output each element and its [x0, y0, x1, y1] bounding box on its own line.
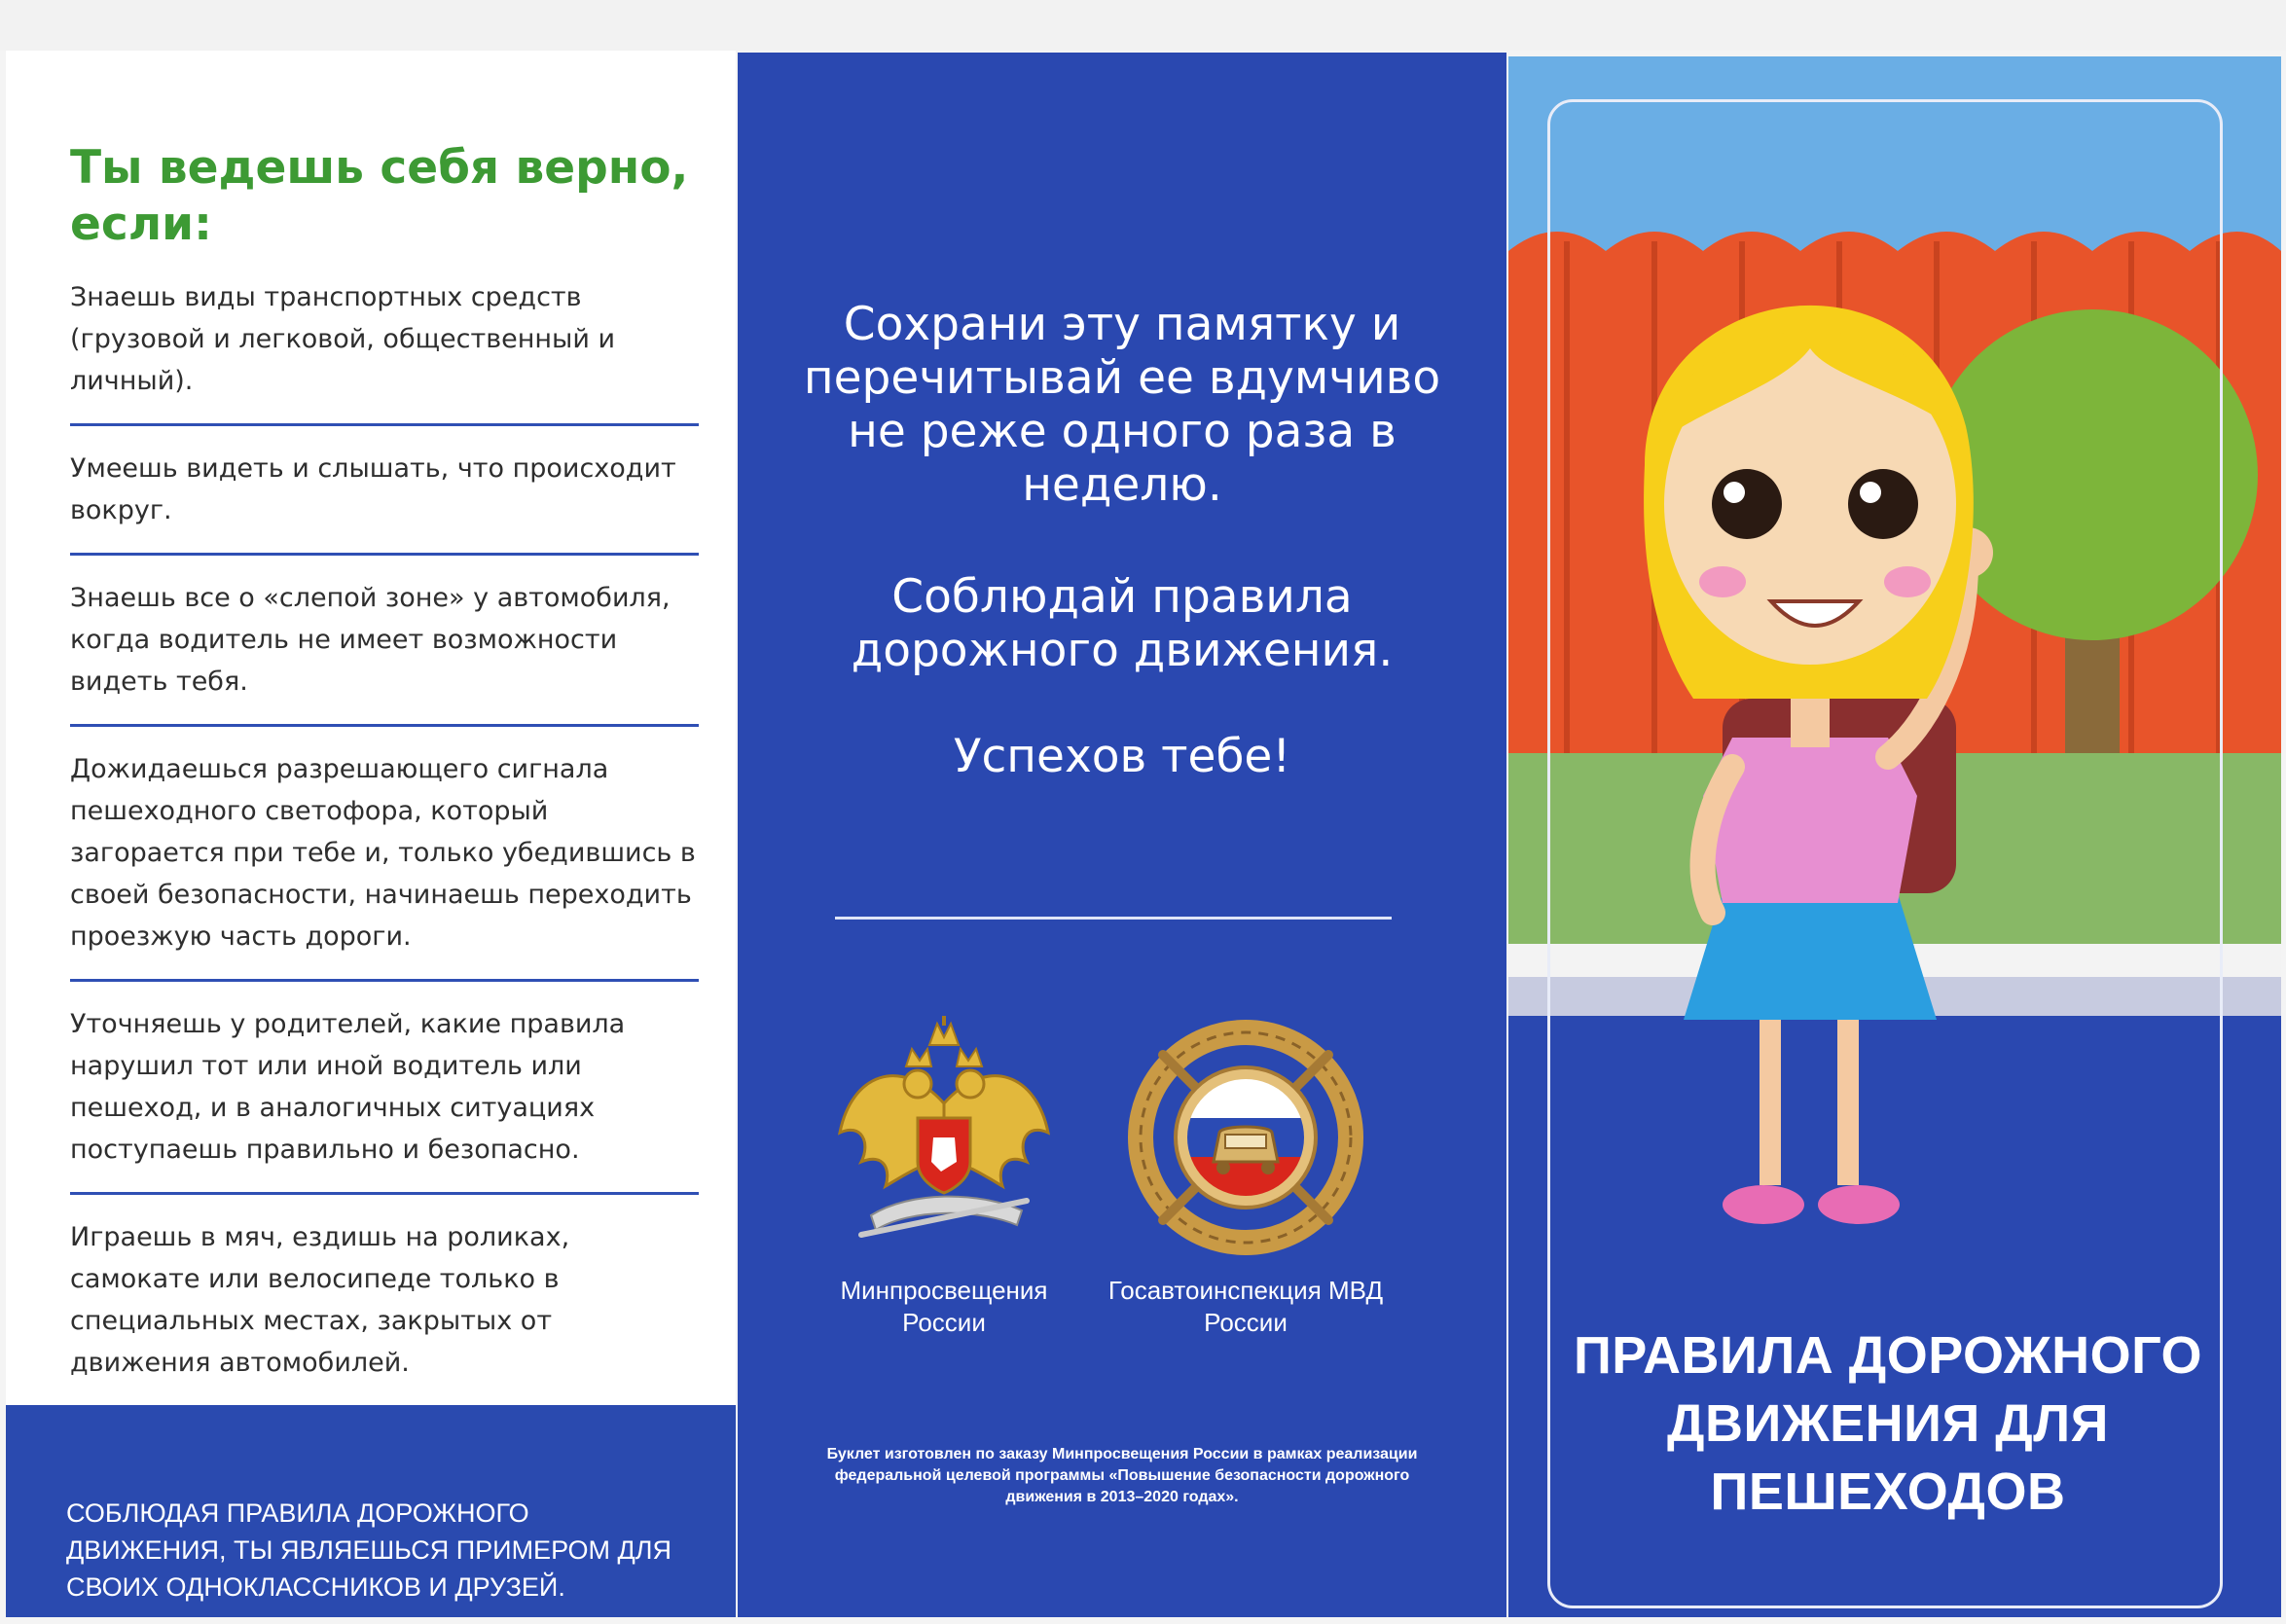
rule-item: Дожидаешься разрешающего сигнала пешеходного светофора, который загорается при тебе и, только убедившись в своей безопасности, начинаешь переходить проезжую часть дороги.	[70, 748, 699, 982]
rule-list	[70, 276, 699, 1426]
rule-item: Знаешь все о «слепой зоне» у автомобиля, когда водитель не имеет возможности видеть тебя.	[70, 577, 699, 727]
good-luck-message: Успехов тебе!	[953, 730, 1291, 783]
traffic-police-label: Госавтоинспекция МВД России	[1107, 1276, 1384, 1337]
right-panel	[1508, 56, 2281, 1617]
divider	[835, 917, 1392, 920]
double-headed-eagle-icon	[832, 1016, 1056, 1259]
left-panel	[6, 51, 736, 1617]
keep-memo-message: Сохрани эту памятку и перечитывай ее вдумчиво не реже одного раза в неделю.	[803, 298, 1441, 512]
scan-background	[0, 0, 2286, 51]
traffic-police-emblem-block	[1100, 1016, 1392, 1339]
rule-item: Играешь в мяч, ездишь на роликах, самокате или велосипеде только в специальных местах, закрытых от движения автомобилей.	[70, 1222, 570, 1378]
traffic-police-badge-icon	[1124, 1016, 1367, 1259]
booklet-title: ПРАВИЛА ДОРОЖНОГО ДВИЖЕНИЯ ДЛЯ ПЕШЕХОДОВ	[1573, 1326, 2203, 1521]
left-footer-text: СОБЛЮДАЯ ПРАВИЛА ДОРОЖНОГО ДВИЖЕНИЯ, ТЫ ЯВЛЯЕШЬСЯ ПРИМЕРОМ ДЛЯ СВОИХ ОДНОКЛАССНИКОВ И ДРУЗЕЙ.	[66, 1498, 671, 1602]
left-heading: Ты ведешь себя верно, если:	[70, 141, 689, 251]
ministry-emblem-block	[798, 1016, 1090, 1339]
rule-item: Уточняешь у родителей, какие правила нарушил тот или иной водитель или пешеход, и в аналогичных ситуациях поступаешь правильно и безопасно.	[70, 1003, 699, 1195]
left-footer-band	[6, 1405, 736, 1617]
follow-rules-message: Соблюдай правила дорожного движения.	[851, 570, 1394, 677]
rule-item: Умеешь видеть и слышать, что происходит вокруг.	[70, 448, 699, 556]
middle-panel	[738, 53, 1506, 1617]
rule-item: Знаешь виды транспортных средств (грузовой и легковой, общественный и личный).	[70, 276, 699, 426]
ministry-label: Минпросвещения России	[840, 1276, 1048, 1337]
booklet-footnote: Буклет изготовлен по заказу Минпросвещения России в рамках реализации федеральной целевой программы «Повышение безопасности дорожного движения в 2013–2020 годах».	[826, 1446, 1418, 1505]
